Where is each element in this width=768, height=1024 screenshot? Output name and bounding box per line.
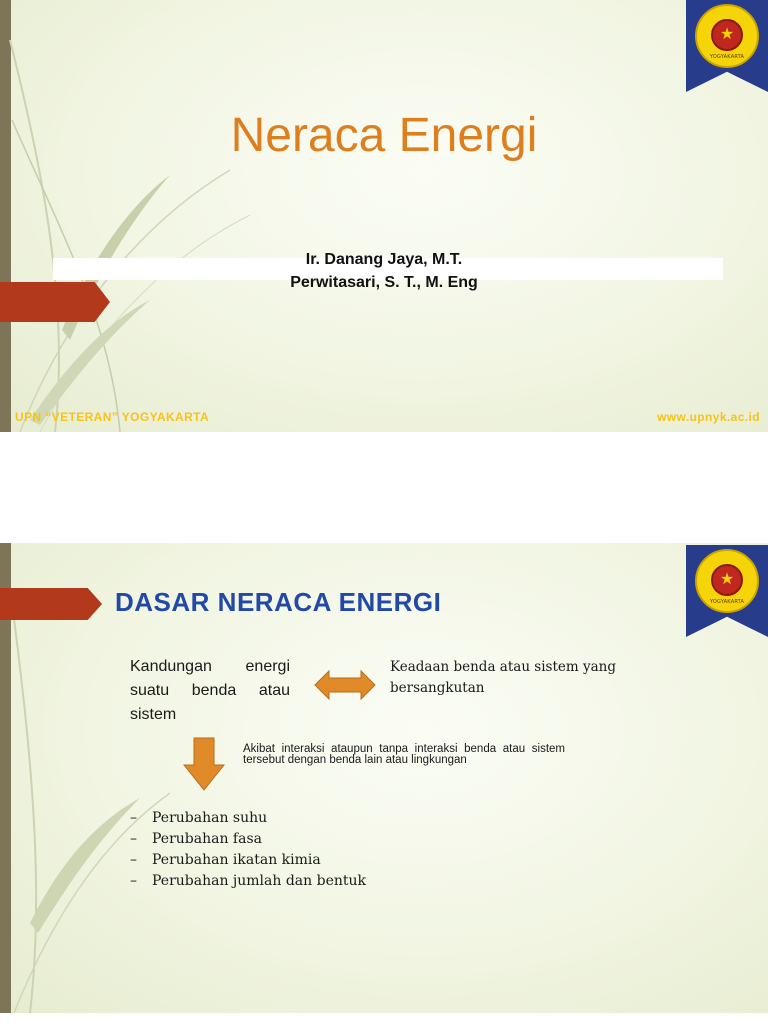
list-item-text: Perubahan jumlah dan bentuk (152, 873, 367, 889)
footer-website-link[interactable]: www.upnyk.ac.id (657, 410, 760, 424)
list-item (130, 829, 366, 850)
logo-emblem (711, 564, 743, 596)
double-arrow-icon (314, 668, 376, 702)
slide-title: Neraca Energi (230, 109, 538, 162)
bullet-dash: – (130, 831, 137, 847)
star-icon: ★ (719, 24, 735, 43)
list-item (130, 871, 366, 892)
down-arrow-icon (183, 737, 225, 791)
energy-content-text: Kandungan energi suatu benda atau sistem (130, 658, 290, 723)
bullet-dash: – (130, 873, 137, 889)
star-icon: ★ (719, 569, 735, 588)
interaction-note: Akibat interaksi ataupun tanpa interaksi benda atau sistem tersebut dengan benda lain atau lingkungan (243, 743, 565, 766)
decorative-curves (0, 0, 260, 432)
author-name-2: Perwitasari, S. T., M. Eng (290, 274, 478, 291)
list-item-text: Perubahan fasa (152, 831, 262, 847)
university-logo-icon (695, 549, 759, 613)
logo-text: YOGYAKARTA (709, 599, 745, 605)
slide-title: DASAR NERACA ENERGI (115, 587, 442, 617)
list-item-text: Perubahan ikatan kimia (152, 852, 321, 868)
author-name-1: Ir. Danang Jaya, M.T. (305, 251, 463, 268)
footer-institution: UPN “VETERAN” YOGYAKARTA (15, 410, 210, 424)
bullet-dash: – (130, 852, 137, 868)
logo-emblem (711, 19, 743, 51)
university-logo-icon (695, 4, 759, 68)
system-state-text: Keadaan benda atau sistem yang bersangkutan (390, 659, 616, 696)
title-slide (0, 0, 768, 432)
red-arrow-tab (0, 588, 102, 620)
change-list (130, 808, 366, 892)
list-item-text: Perubahan suhu (152, 810, 268, 826)
bullet-dash: – (130, 810, 137, 826)
logo-text: YOGYAKARTA (709, 54, 745, 60)
content-slide (0, 543, 768, 1013)
list-item (130, 850, 366, 871)
list-item (130, 808, 366, 829)
